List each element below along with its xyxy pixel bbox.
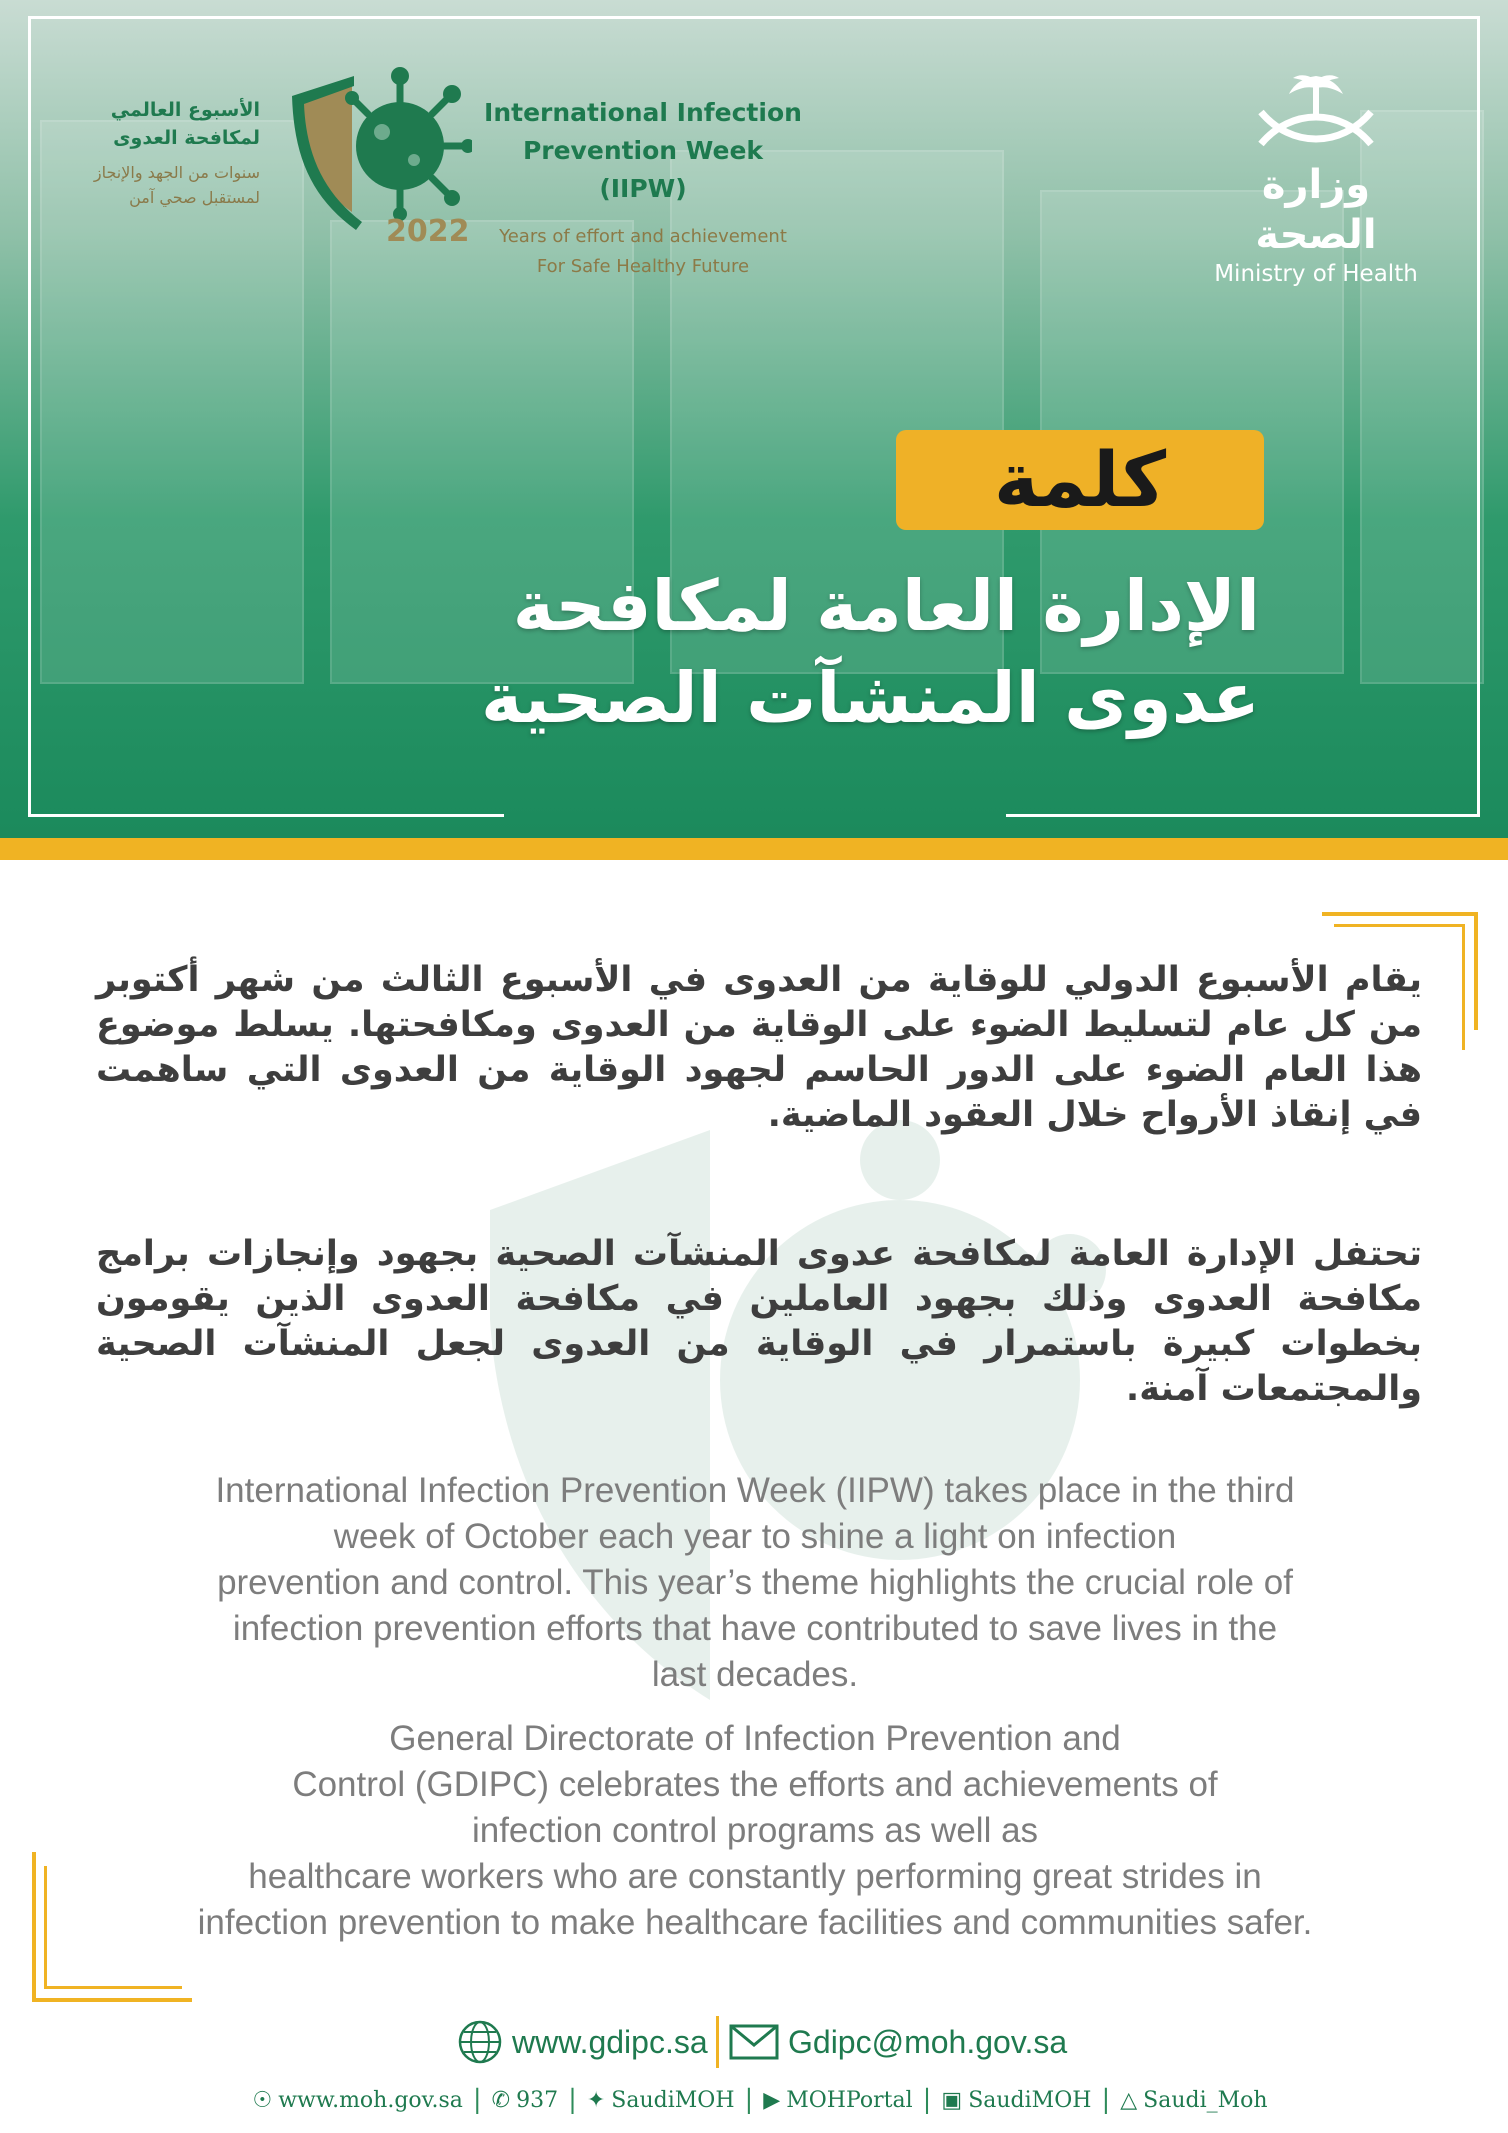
youtube-icon: ▶ (763, 2087, 781, 2113)
english-line: healthcare workers who are constantly performing great strides in (248, 1857, 1262, 1896)
gold-divider-bar (0, 838, 1508, 860)
twitter-icon: ✦ (586, 2087, 606, 2113)
frame-line (28, 814, 504, 817)
iipw-english-logo-text (483, 94, 803, 282)
instagram-link[interactable] (941, 2088, 1091, 2113)
title-line: عدوى المنشآت الصحية (480, 657, 1260, 739)
separator: | (922, 2085, 932, 2115)
iipw-en-tagline-line: Years of effort and achievement (499, 226, 787, 247)
contact-divider (716, 2016, 719, 2068)
separator: | (472, 2085, 482, 2115)
palm-swords-logo (1241, 72, 1391, 152)
iipw-en-tagline-line: For Safe Healthy Future (536, 256, 750, 277)
gold-corner-decoration (1322, 912, 1478, 916)
header-banner (0, 0, 1508, 838)
english-line: infection control programs as well as (471, 1811, 1039, 1850)
gold-corner-decoration (32, 1998, 192, 2002)
snapchat-handle[interactable]: Saudi_Moh (1143, 2087, 1268, 2113)
iipw-en-title-line: Prevention Week (IIPW) (522, 136, 764, 203)
frame-line (1006, 814, 1480, 817)
frame-line (28, 16, 1480, 19)
phone-icon: ✆ (491, 2087, 511, 2113)
arabic-paragraph-2: تحتفل الإدارة العامة لمكافحة عدوى المنشآت الصحية بجهود وإنجازات برامج مكافحة العدوى وذلك بجهود العاملين في مكافحة العدوى الذين يقومون بخطوات كبيرة باستمرار في الوقاية من العدوى لجعل المنشآت الصحية والمجتمعات آمنة. (96, 1234, 1422, 1409)
mail-icon (728, 2023, 780, 2061)
separator: | (744, 2085, 754, 2115)
email-text[interactable]: Gdipc@moh.gov.sa (788, 2023, 1068, 2060)
english-paragraph-1 (100, 1468, 1410, 1698)
moh-arabic-name: وزارة الصحة (1255, 162, 1377, 258)
snapchat-link[interactable] (1120, 2088, 1267, 2113)
english-line: infection prevention efforts that have contributed to save lives in the (232, 1609, 1278, 1648)
gold-corner-decoration (1462, 924, 1465, 1050)
youtube-link[interactable] (763, 2088, 912, 2113)
iipw-ar-tagline-line: سنوات من الجهد والإنجاز (93, 163, 260, 182)
twitter-handle[interactable]: SaudiMOH (611, 2087, 735, 2113)
english-line: last decades. (651, 1655, 859, 1694)
english-line: International Infection Prevention Week (IIPW) takes place in the third (215, 1471, 1295, 1510)
separator: | (1101, 2085, 1111, 2115)
moh-website-link[interactable] (252, 2088, 462, 2113)
english-line: prevention and control. This year’s theme highlights the crucial role of (217, 1563, 1293, 1602)
separator: | (568, 2085, 577, 2115)
globe-icon (456, 2018, 504, 2066)
gold-corner-decoration (44, 1866, 47, 1988)
twitter-link[interactable] (587, 2088, 735, 2113)
email-link[interactable] (728, 2018, 1067, 2066)
gold-corner-decoration (1334, 924, 1464, 927)
moh-website-text[interactable]: www.moh.gov.sa (278, 2087, 463, 2113)
phone-text[interactable]: 937 (516, 2087, 559, 2113)
gold-corner-decoration (1474, 912, 1478, 1030)
year-label: 2022 (386, 214, 470, 249)
website-link[interactable] (456, 2018, 708, 2066)
gold-corner-decoration (44, 1986, 182, 1989)
frame-line (1477, 16, 1480, 816)
globe-icon: ☉ (252, 2087, 273, 2113)
english-paragraph-2 (100, 1716, 1410, 1946)
iipw-arabic-logo-text (50, 96, 260, 210)
iipw-en-title-line: International Infection (484, 98, 802, 127)
instagram-icon: ▣ (941, 2087, 963, 2113)
english-line: Control (GDIPC) celebrates the efforts and achievements of (292, 1765, 1218, 1804)
moh-logo (1196, 72, 1436, 288)
website-text[interactable]: www.gdipc.sa (512, 2023, 708, 2060)
frame-line (28, 16, 31, 816)
kalima-badge: كلمة (896, 430, 1264, 530)
english-line: infection prevention to make healthcare facilities and communities safer. (197, 1903, 1313, 1942)
moh-english-name: Ministry of Health (1214, 261, 1418, 287)
title-line: الإدارة العامة لمكافحة (512, 565, 1260, 647)
social-links-row (180, 2080, 1340, 2120)
english-line: General Directorate of Infection Prevention and (389, 1719, 1121, 1758)
gold-corner-decoration (32, 1852, 36, 2002)
arabic-paragraph-1: يقام الأسبوع الدولي للوقاية من العدوى في الأسبوع الثالث من شهر أكتوبر من كل عام لتسليط الضوء على الوقاية من العدوى ومكافحتها. يسلط موضوع هذا العام الضوء على الدور الحاسم لجهود الوقاية من العدوى التي ساهمت في إنقاذ الأرواح خلال العقود الماضية. (96, 960, 1422, 1135)
page-title (150, 560, 1260, 744)
iipw-ar-tagline-line: لمستقبل صحي آمن (129, 188, 260, 207)
phone-link[interactable] (492, 2088, 558, 2113)
english-line: week of October each year to shine a light on infection (333, 1517, 1177, 1556)
youtube-handle[interactable]: MOHPortal (786, 2087, 913, 2113)
snapchat-icon: △ (1120, 2087, 1138, 2113)
iipw-ar-title-line: لمكافحة العدوى (113, 127, 260, 149)
iipw-ar-title-line: الأسبوع العالمي (110, 99, 260, 121)
instagram-handle[interactable]: SaudiMOH (968, 2087, 1092, 2113)
